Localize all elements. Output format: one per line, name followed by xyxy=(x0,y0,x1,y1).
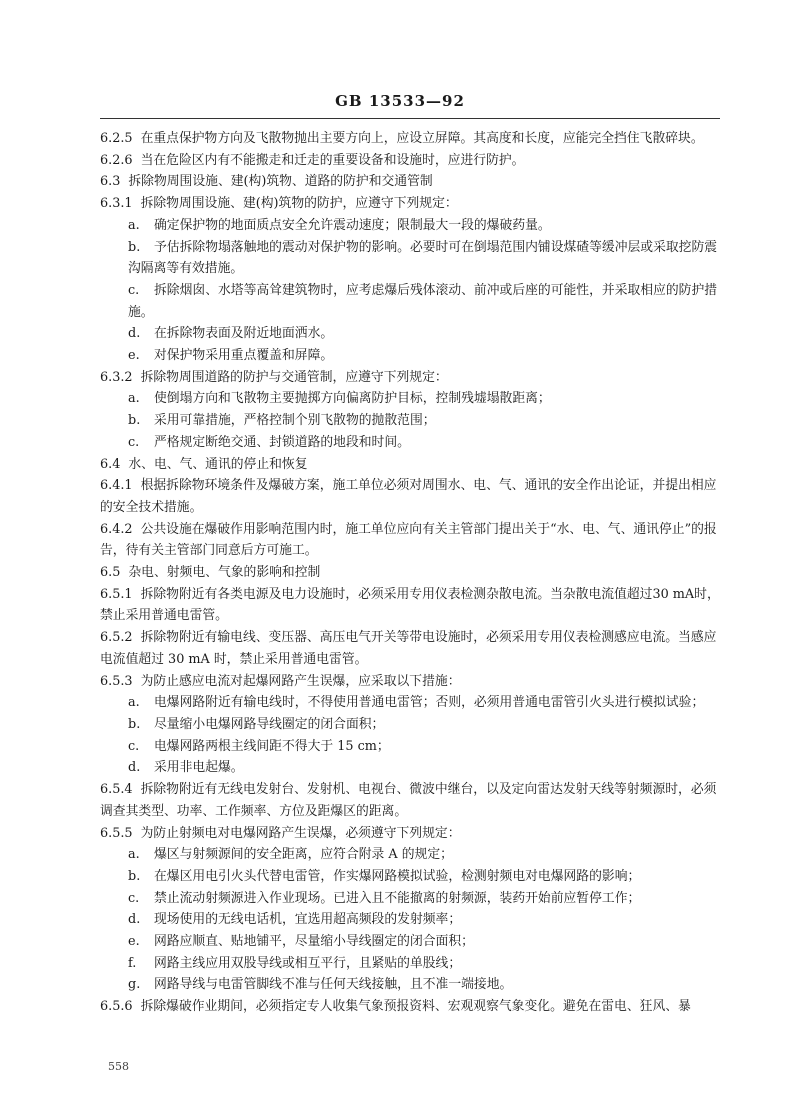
list-item xyxy=(100,888,720,910)
clause-paragraph xyxy=(100,996,720,1018)
paragraph-text: 在重点保护物方向及飞散物抛出主要方向上，应设立屏障。其高度和长度，应能完全挡住飞散碎块。 xyxy=(140,131,704,146)
paragraph-text: 在拆除物表面及附近地面洒水。 xyxy=(154,326,334,342)
item-label: a. xyxy=(128,847,140,863)
item-label: d. xyxy=(128,760,141,776)
item-label: c. xyxy=(128,282,140,298)
item-label: a. xyxy=(128,695,140,711)
header-rule xyxy=(100,118,720,119)
clause-paragraph xyxy=(100,823,720,845)
paragraph-text: 为防止感应电流对起爆网路产生误爆，应采取以下措施： xyxy=(140,673,461,689)
clause-paragraph xyxy=(100,779,720,822)
paragraph-text: 禁止流动射频源进入作业现场。已进入且不能撤离的射频源，装药开始前应暂停工作； xyxy=(154,890,641,906)
list-item xyxy=(100,432,720,454)
paragraph-text: 爆区与射频源间的安全距离，应符合附录 A 的规定； xyxy=(154,847,453,863)
paragraph-text: 拆除物附近有无线电发射台、发射机、电视台、微波中继台，以及定向雷达发射天线等射频源时，必须调查其类型、功率、工作频率、方位及距爆区的距离。 xyxy=(100,782,717,819)
clause-paragraph xyxy=(100,367,720,389)
clause-number: 6.5.6 xyxy=(100,999,133,1015)
clause-paragraph xyxy=(100,193,720,215)
list-item xyxy=(100,714,720,736)
item-label: c. xyxy=(128,738,140,754)
clause-paragraph xyxy=(100,627,720,670)
clause-number: 6.4 xyxy=(100,456,121,472)
paragraph-text: 网路应顺直、贴地铺平，尽量缩小导线圈定的闭合面积； xyxy=(154,934,474,950)
paragraph-text: 采用可靠措施，严格控制个别飞散物的抛散范围； xyxy=(154,413,436,429)
list-item xyxy=(100,215,720,237)
item-label: e. xyxy=(128,348,140,364)
paragraph-text: 尽量缩小电爆网路导线圈定的闭合面积； xyxy=(154,716,385,732)
clause-paragraph xyxy=(100,475,720,518)
item-label: g. xyxy=(128,977,141,993)
list-item xyxy=(100,410,720,432)
paragraph-text: 公共设施在爆破作用影响范围内时，施工单位应向有关主管部门提出关于“水、电、气、通讯停止”的报告，待有关主管部门同意后方可施工。 xyxy=(100,521,717,559)
item-label: d. xyxy=(128,326,141,342)
list-item xyxy=(100,692,720,714)
paragraph-text: 拆除烟囱、水塔等高耸建筑物时，应考虑爆后残体滚动、前冲或后座的可能性，并采取相应的防护措施。 xyxy=(128,282,718,320)
list-item xyxy=(100,866,720,888)
paragraph-text: 拆除物附近有各类电源及电力设施时，必须采用专用仪表检测杂散电流。当杂散电流值超过30 mA时，禁止采用普通电雷管。 xyxy=(100,586,720,624)
clause-number: 6.5.4 xyxy=(100,782,133,798)
page-number: 558 xyxy=(108,1060,129,1073)
paragraph-text: 现场使用的无线电话机，宜选用超高频段的发射频率； xyxy=(154,912,462,928)
item-label: d. xyxy=(128,912,141,928)
list-item xyxy=(100,345,720,367)
clause-paragraph xyxy=(100,454,720,476)
list-item xyxy=(100,953,720,975)
paragraph-text: 电爆网路两根主线间距不得大于 15 cm； xyxy=(154,738,390,754)
paragraph-text: 拆除物附近有输电线、变压器、高压电气开关等带电设施时，必须采用专用仪表检测感应电流。当感应电流值超过 30 mA 时，禁止采用普通电雷管。 xyxy=(100,630,717,667)
clause-number: 6.4.2 xyxy=(100,521,133,537)
paragraph-text: 使倒塌方向和飞散物主要抛掷方向偏离防护目标，控制残墟塌散距离； xyxy=(154,391,551,407)
clause-number: 6.2.5 xyxy=(100,131,133,146)
clause-number: 6.5.2 xyxy=(100,630,133,646)
paragraph-text: 根据拆除物环境条件及爆破方案，施工单位必须对周围水、电、气、通讯的安全作出论证，并提出相应的安全技术措施。 xyxy=(100,478,717,515)
standard-number: GB 13533—92 xyxy=(335,92,465,110)
clause-number: 6.5.5 xyxy=(100,825,133,841)
paragraph-text: 当在危险区内有不能搬走和迁走的重要设备和设施时，应进行防护。 xyxy=(140,152,525,168)
paragraph-text: 拆除物周围道路的防护与交通管制，应遵守下列规定： xyxy=(140,369,448,385)
item-label: c. xyxy=(128,434,140,450)
clause-number: 6.5 xyxy=(100,565,121,581)
clause-paragraph xyxy=(100,171,720,193)
paragraph-text: 严格规定断绝交通、封锁道路的地段和时间。 xyxy=(154,434,410,450)
list-item xyxy=(100,237,720,280)
item-label: e. xyxy=(128,934,140,950)
list-item xyxy=(100,736,720,758)
list-item xyxy=(100,388,720,410)
paragraph-text: 对保护物采用重点覆盖和屏障。 xyxy=(154,348,334,364)
list-item xyxy=(100,909,720,931)
item-label: b. xyxy=(128,239,141,255)
paragraph-text: 网路主线应用双股导线或相互平行，且紧贴的单股线； xyxy=(154,955,462,971)
list-item xyxy=(100,280,720,323)
clause-paragraph xyxy=(100,584,720,627)
document-body xyxy=(100,128,720,1018)
clause-paragraph xyxy=(100,150,720,172)
paragraph-text: 采用非电起爆。 xyxy=(154,760,244,776)
item-label: a. xyxy=(128,391,140,407)
paragraph-text: 拆除物周围设施、建(构)筑物的防护，应遵守下列规定： xyxy=(140,196,458,212)
paragraph-text: 确定保护物的地面质点安全允许震动速度；限制最大一段的爆破药量。 xyxy=(154,217,551,233)
paragraph-text: 在爆区用电引火头代替电雷管，作实爆网路模拟试验，检测射频电对电爆网路的影响； xyxy=(154,868,641,884)
paragraph-text: 为防止射频电对电爆网路产生误爆，必须遵守下列规定： xyxy=(140,825,461,841)
item-label: c. xyxy=(128,890,140,906)
clause-paragraph xyxy=(100,562,720,584)
clause-number: 6.5.3 xyxy=(100,673,133,689)
clause-number: 6.3.2 xyxy=(100,369,133,385)
list-item xyxy=(100,757,720,779)
clause-paragraph xyxy=(100,128,720,150)
item-label: b. xyxy=(128,413,141,429)
paragraph-text: 予估拆除物塌落触地的震动对保护物的影响。必要时可在倒塌范围内铺设煤碴等缓冲层或采取挖防震沟隔离等有效措施。 xyxy=(128,239,718,277)
paragraph-text: 杂电、射频电、气象的影响和控制 xyxy=(128,565,321,581)
clause-number: 6.5.1 xyxy=(100,586,133,602)
paragraph-text: 网路导线与电雷管脚线不准与任何天线接触，且不准一端接地。 xyxy=(154,977,513,993)
item-label: b. xyxy=(128,868,141,884)
clause-number: 6.2.6 xyxy=(100,152,133,168)
clause-paragraph xyxy=(100,519,720,562)
list-item xyxy=(100,323,720,345)
clause-number: 6.4.1 xyxy=(100,478,133,494)
clause-number: 6.3 xyxy=(100,174,121,190)
item-label: a. xyxy=(128,217,140,233)
list-item xyxy=(100,931,720,953)
paragraph-text: 电爆网路附近有输电线时，不得使用普通电雷管；否则，必须用普通电雷管引火头进行模拟试验； xyxy=(154,695,705,711)
item-label: f. xyxy=(128,955,137,971)
paragraph-text: 拆除爆破作业期间，必须指定专人收集气象预报资料、宏观观察气象变化。避免在雷电、狂风、暴 xyxy=(140,999,691,1015)
list-item xyxy=(100,844,720,866)
clause-number: 6.3.1 xyxy=(100,196,133,212)
paragraph-text: 水、电、气、通讯的停止和恢复 xyxy=(128,456,308,472)
list-item xyxy=(100,974,720,996)
item-label: b. xyxy=(128,716,141,732)
paragraph-text: 拆除物周围设施、建(构)筑物、道路的防护和交通管制 xyxy=(128,174,433,190)
clause-paragraph xyxy=(100,671,720,693)
